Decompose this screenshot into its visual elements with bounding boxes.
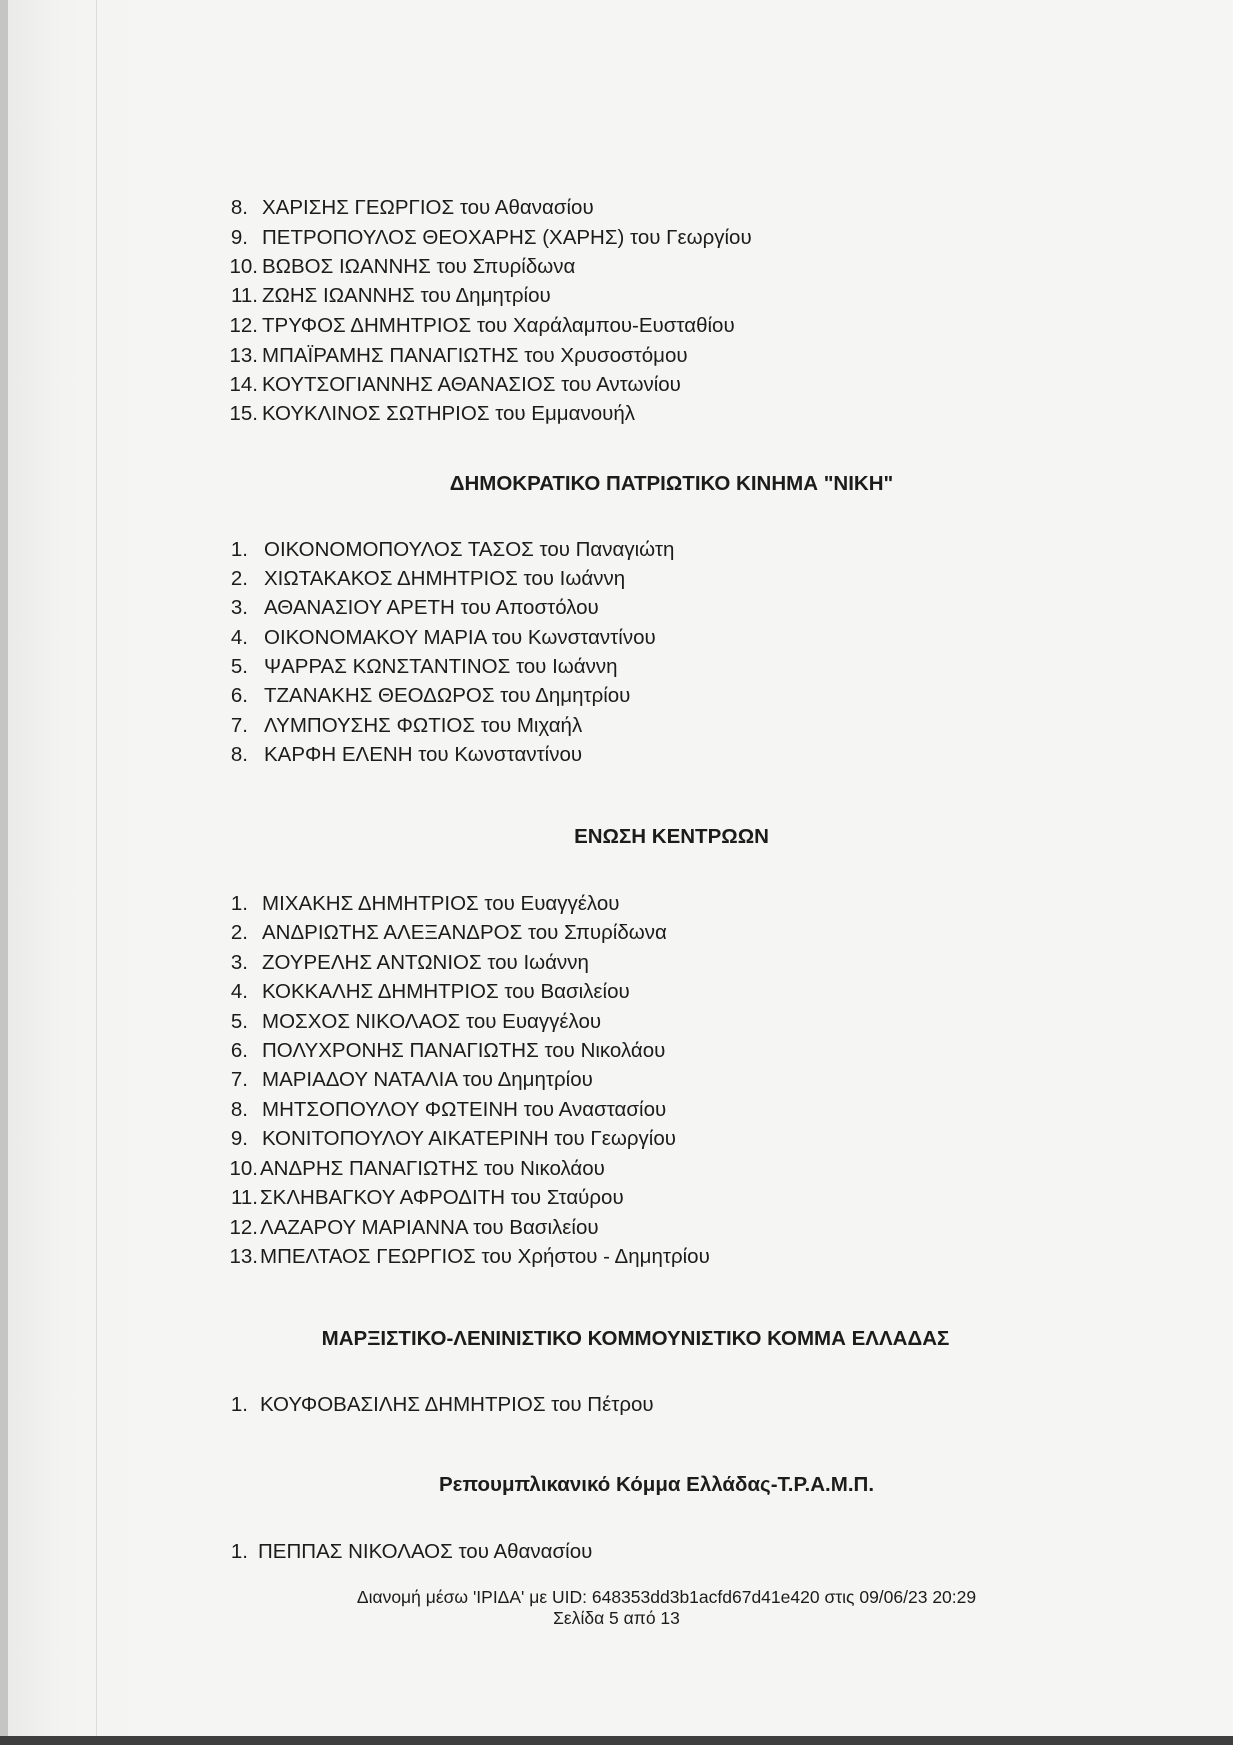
item-text: ΜΟΣΧΟΣ ΝΙΚΟΛΑΟΣ του Ευαγγέλου — [262, 1010, 602, 1033]
item-text: ΤΖΑΝΑΚΗΣ ΘΕΟΔΩΡΟΣ του Δημητρίου — [264, 684, 631, 707]
footer-distribution: Διανομή μέσω 'ΙΡΙΔΑ' με UID: 648353dd3b1acfd67d41e420 στις 09/06/23 20:29 — [356, 1587, 977, 1607]
item-text: ΜΙΧΑΚΗΣ ΔΗΜΗΤΡΙΟΣ του Ευαγγέλου — [262, 892, 620, 915]
item-text: ΧΙΩΤΑΚΑΚΟΣ ΔΗΜΗΤΡΙΟΣ του Ιωάννη — [264, 567, 626, 590]
item-text: ΛΑΖΑΡΟΥ ΜΑΡΙΑΝΝΑ του Βασιλείου — [260, 1216, 599, 1239]
item-text: ΚΟΥΦΟΒΑΣΙΛΗΣ ΔΗΜΗΤΡΙΟΣ του Πέτρου — [260, 1393, 654, 1416]
item-number: 11. — [231, 284, 258, 307]
item-text: ΟΙΚΟΝΟΜΑΚΟΥ ΜΑΡΙΑ του Κωνσταντίνου — [264, 626, 656, 649]
item-number: 5. — [230, 1010, 248, 1033]
item-number: 8. — [230, 743, 248, 766]
item-text: ΣΚΛΗΒΑΓΚΟΥ ΑΦΡΟΔΙΤΗ του Σταύρου — [260, 1186, 624, 1209]
item-text: ΑΝΔΡΙΩΤΗΣ ΑΛΕΞΑΝΔΡΟΣ του Σπυρίδωνα — [262, 921, 667, 944]
item-text: ΛΥΜΠΟΥΣΗΣ ΦΩΤΙΟΣ του Μιχαήλ — [264, 714, 583, 737]
section-heading: Ρεπουμπλικανικό Κόμμα Ελλάδας-Τ.Ρ.Α.Μ.Π. — [438, 1473, 875, 1496]
item-number: 3. — [230, 596, 248, 619]
footer-page-number: Σελίδα 5 από 13 — [553, 1608, 680, 1628]
item-number: 12. — [229, 314, 258, 337]
item-number: 9. — [230, 1127, 248, 1150]
section-heading: ΕΝΩΣΗ ΚΕΝΤΡΩΩΝ — [574, 825, 769, 848]
item-number: 1. — [230, 892, 248, 915]
item-number: 10. — [229, 1157, 258, 1180]
item-number: 15. — [229, 402, 258, 425]
item-number: 2. — [230, 921, 248, 944]
item-number: 8. — [230, 1098, 248, 1121]
item-number: 4. — [230, 626, 248, 649]
item-number: 3. — [230, 951, 248, 974]
item-text: ΨΑΡΡΑΣ ΚΩΝΣΤΑΝΤΙΝΟΣ του Ιωάννη — [264, 655, 618, 678]
item-text: ΑΝΔΡΗΣ ΠΑΝΑΓΙΩΤΗΣ του Νικολάου — [260, 1157, 605, 1180]
item-number: 8. — [230, 196, 248, 219]
item-number: 10. — [229, 255, 258, 278]
item-text: ΚΟΥΤΣΟΓΙΑΝΝΗΣ ΑΘΑΝΑΣΙΟΣ του Αντωνίου — [262, 373, 681, 396]
item-text: ΜΑΡΙΑΔΟΥ ΝΑΤΑΛΙΑ του Δημητρίου — [262, 1068, 593, 1091]
item-text: ΟΙΚΟΝΟΜΟΠΟΥΛΟΣ ΤΑΣΟΣ του Παναγιώτη — [264, 538, 675, 561]
item-number: 1. — [230, 538, 248, 561]
item-text: ΤΡΥΦΟΣ ΔΗΜΗΤΡΙΟΣ του Χαράλαμπου-Ευσταθίου — [262, 314, 735, 337]
item-text: ΖΩΗΣ ΙΩΑΝΝΗΣ του Δημητρίου — [262, 284, 551, 307]
item-text: ΚΟΚΚΑΛΗΣ ΔΗΜΗΤΡΙΟΣ του Βασιλείου — [262, 980, 630, 1003]
item-number: 2. — [230, 567, 248, 590]
item-text: ΜΠΕΛΤΑΟΣ ΓΕΩΡΓΙΟΣ του Χρήστου - Δημητρίου — [260, 1245, 710, 1268]
item-text: ΖΟΥΡΕΛΗΣ ΑΝΤΩΝΙΟΣ του Ιωάννη — [262, 951, 589, 974]
scan-bottom-edge — [0, 1736, 1233, 1745]
item-number: 4. — [230, 980, 248, 1003]
item-text: ΒΩΒΟΣ ΙΩΑΝΝΗΣ του Σπυρίδωνα — [262, 255, 576, 278]
item-text: ΚΑΡΦΗ ΕΛΕΝΗ του Κωνσταντίνου — [264, 743, 583, 766]
item-text: ΚΟΥΚΛΙΝΟΣ ΣΩΤΗΡΙΟΣ του Εμμανουήλ — [262, 402, 635, 425]
item-text: ΠΟΛΥΧΡΟΝΗΣ ΠΑΝΑΓΙΩΤΗΣ του Νικολάου — [262, 1039, 666, 1062]
scan-left-edge — [0, 0, 8, 1745]
item-number: 7. — [230, 1068, 248, 1091]
item-text: ΠΕΠΠΑΣ ΝΙΚΟΛΑΟΣ του Αθανασίου — [258, 1540, 593, 1563]
item-number: 9. — [230, 226, 248, 249]
item-number: 1. — [230, 1540, 248, 1563]
item-number: 7. — [230, 714, 248, 737]
section-heading: ΔΗΜΟΚΡΑΤΙΚΟ ΠΑΤΡΙΩΤΙΚΟ ΚΙΝΗΜΑ "ΝΙΚΗ" — [449, 472, 894, 495]
item-number: 13. — [229, 1245, 258, 1268]
item-text: ΑΘΑΝΑΣΙΟΥ ΑΡΕΤΗ του Αποστόλου — [264, 596, 599, 619]
item-text: ΜΗΤΣΟΠΟΥΛΟΥ ΦΩΤΕΙΝΗ του Αναστασίου — [262, 1098, 667, 1121]
item-number: 1. — [230, 1393, 248, 1416]
item-number: 5. — [230, 655, 248, 678]
item-number: 6. — [230, 684, 248, 707]
item-text: ΜΠΑΪΡΑΜΗΣ ΠΑΝΑΓΙΩΤΗΣ του Χρυσοστόμου — [262, 344, 688, 367]
item-text: ΧΑΡΙΣΗΣ ΓΕΩΡΓΙΟΣ του Αθανασίου — [262, 196, 594, 219]
item-number: 12. — [229, 1216, 258, 1239]
section-heading: ΜΑΡΞΙΣΤΙΚΟ-ΛΕΝΙΝΙΣΤΙΚΟ ΚΟΜΜΟΥΝΙΣΤΙΚΟ ΚΟΜΜΑ ΕΛΛΑΔΑΣ — [321, 1327, 950, 1350]
item-number: 11. — [231, 1186, 258, 1209]
item-number: 14. — [229, 373, 258, 396]
item-number: 13. — [229, 344, 258, 367]
item-text: ΠΕΤΡΟΠΟΥΛΟΣ ΘΕΟΧΑΡΗΣ (ΧΑΡΗΣ) του Γεωργίου — [262, 226, 752, 249]
item-text: ΚΟΝΙΤΟΠΟΥΛΟΥ ΑΙΚΑΤΕΡΙΝΗ του Γεωργίου — [262, 1127, 676, 1150]
item-number: 6. — [230, 1039, 248, 1062]
